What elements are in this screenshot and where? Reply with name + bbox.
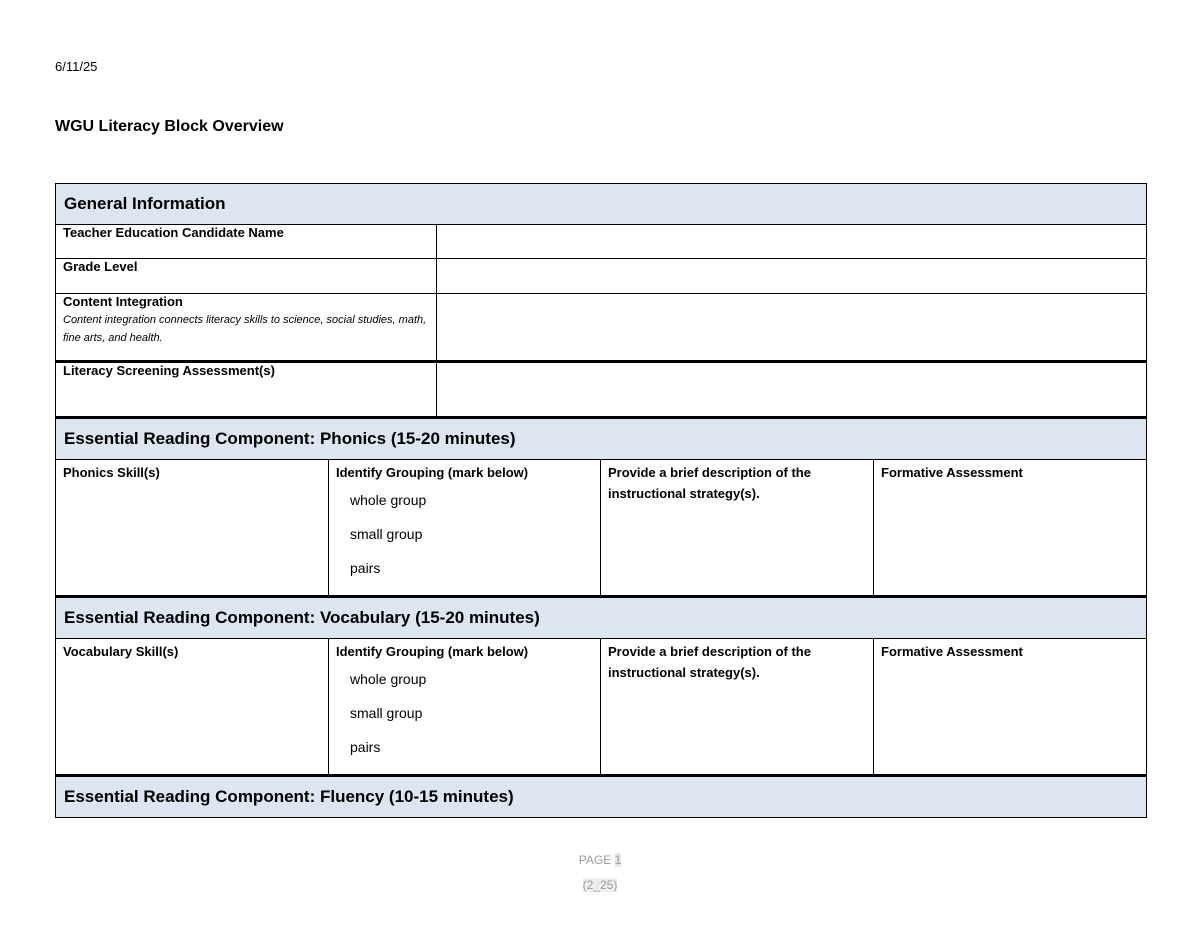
phonics-grouping-cell (329, 460, 601, 597)
grade-level-field[interactable] (437, 259, 1147, 294)
phonics-skill-cell[interactable] (56, 460, 329, 597)
vocabulary-option-whole-group[interactable]: whole group (350, 671, 427, 687)
page-number-value: 1 (614, 853, 622, 867)
phonics-strategy-label: Provide a brief description of the instructional strategy(s). (608, 465, 811, 501)
phonics-assessment-label: Formative Assessment (881, 465, 1023, 480)
phonics-header: Essential Reading Component: Phonics (15-20 minutes) (56, 418, 1147, 460)
candidate-name-field[interactable] (437, 225, 1147, 259)
general-information-header-row (56, 184, 1147, 225)
content-integration-description: Content integration connects literacy skills to science, social studies, math, fine arts, and health. (63, 314, 427, 344)
vocabulary-grouping-cell (329, 639, 601, 776)
document-date: 6/11/25 (55, 59, 98, 74)
table-row (56, 294, 1147, 362)
page-number (0, 853, 1200, 867)
screening-assessment-field[interactable] (437, 362, 1147, 418)
table-row (56, 259, 1147, 294)
screening-assessment-label: Literacy Screening Assessment(s) (56, 362, 437, 418)
table-row (56, 225, 1147, 259)
table-row (56, 460, 1147, 597)
phonics-skill-label: Phonics Skill(s) (63, 465, 160, 480)
phonics-strategy-cell[interactable] (601, 460, 874, 597)
vocabulary-strategy-label: Provide a brief description of the instructional strategy(s). (608, 644, 811, 680)
vocabulary-option-pairs[interactable]: pairs (350, 739, 381, 755)
vocabulary-option-small-group[interactable]: small group (350, 705, 423, 721)
phonics-option-pairs[interactable]: pairs (350, 560, 381, 576)
phonics-header-row (56, 418, 1147, 460)
vocabulary-assessment-label: Formative Assessment (881, 644, 1023, 659)
table-row (56, 639, 1147, 776)
fluency-header-row (56, 776, 1147, 818)
content-integration-field[interactable] (437, 294, 1147, 362)
vocabulary-strategy-cell[interactable] (601, 639, 874, 776)
phonics-option-whole-group[interactable]: whole group (350, 492, 427, 508)
vocabulary-skill-label: Vocabulary Skill(s) (63, 644, 179, 659)
page-reference (0, 878, 1200, 892)
vocabulary-header: Essential Reading Component: Vocabulary (15-20 minutes) (56, 597, 1147, 639)
vocabulary-header-row (56, 597, 1147, 639)
general-information-header: General Information (56, 184, 1147, 225)
document-title: WGU Literacy Block Overview (55, 118, 284, 135)
content-integration-cell (56, 294, 437, 362)
phonics-grouping-label: Identify Grouping (mark below) (336, 465, 529, 480)
grade-level-label: Grade Level (56, 259, 437, 294)
page-reference-text: (2_25) (582, 878, 618, 892)
vocabulary-assessment-cell[interactable] (874, 639, 1147, 776)
phonics-option-small-group[interactable]: small group (350, 526, 423, 542)
page-label: PAGE (578, 853, 612, 867)
candidate-name-label: Teacher Education Candidate Name (56, 225, 437, 259)
literacy-block-table (55, 183, 1147, 818)
content-integration-label: Content Integration (63, 294, 183, 309)
vocabulary-grouping-label: Identify Grouping (mark below) (336, 644, 529, 659)
vocabulary-skill-cell[interactable] (56, 639, 329, 776)
table-row (56, 362, 1147, 418)
phonics-assessment-cell[interactable] (874, 460, 1147, 597)
fluency-header: Essential Reading Component: Fluency (10-15 minutes) (56, 776, 1147, 818)
